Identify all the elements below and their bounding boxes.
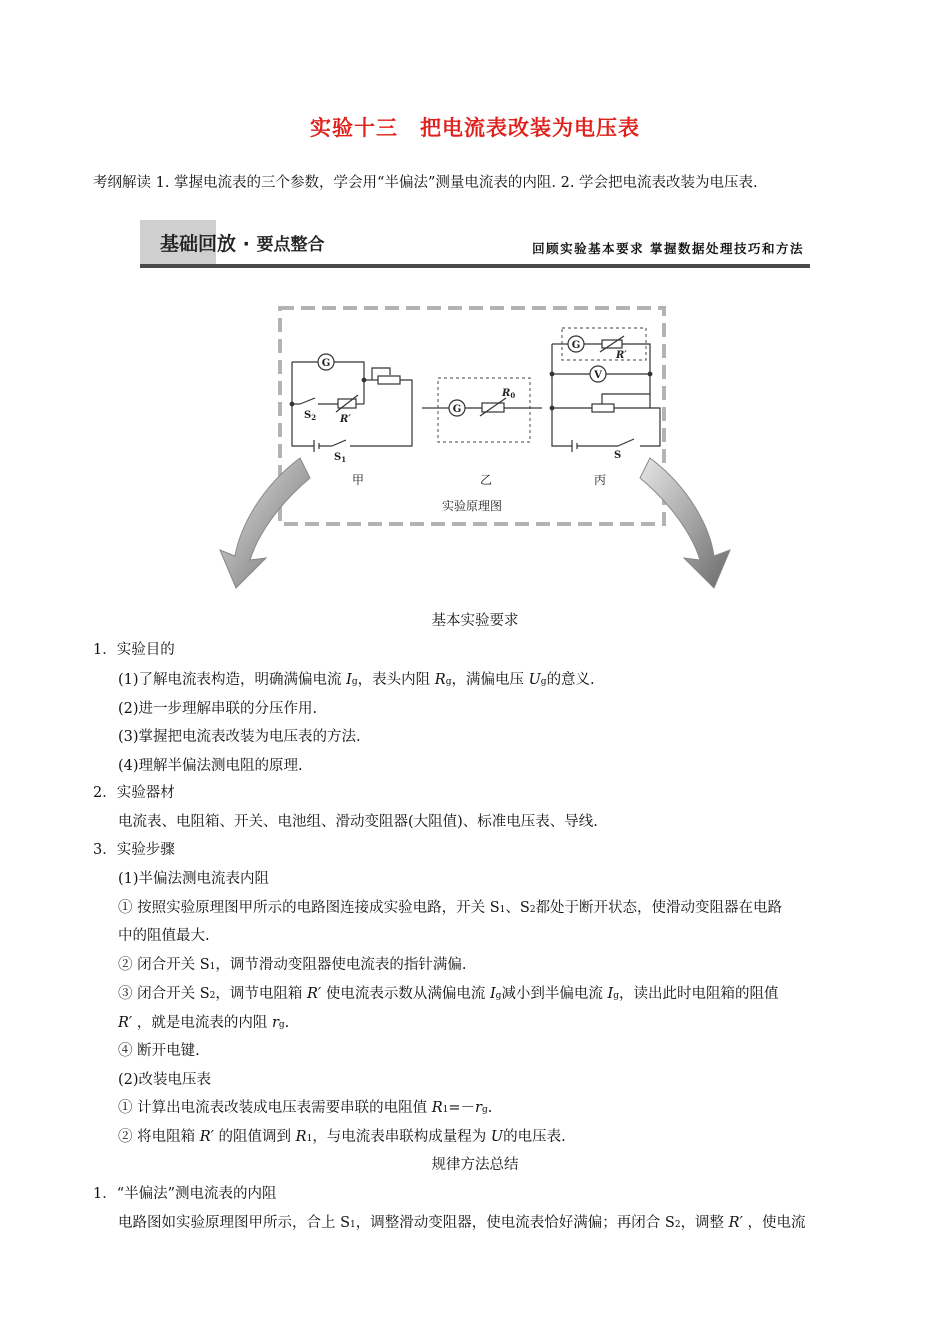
label-bing: 丙: [593, 473, 607, 487]
banner-sub: 要点整合: [256, 235, 325, 255]
banner-label: [160, 229, 324, 256]
principle-diagram: [200, 298, 760, 598]
section-heading-rules: 规律方法总结: [431, 1157, 519, 1173]
s3-title: 3．实验步骤: [93, 842, 175, 858]
circuit-jia: [292, 354, 412, 452]
r1-title: 1．“半偏法”测电流表的内阻: [93, 1186, 277, 1202]
page-title: 实验十三 把电流表改装为电压表: [310, 115, 640, 140]
s3-step-1a: ① 按照实验原理图甲所示的电路图连接成实验电路，开关 S1、S2都处于断开状态，使滑动变阻器在电路: [118, 900, 783, 916]
r0-label: $R_0$: [502, 388, 516, 400]
s3-sub-2: (2)改装电压表: [118, 1072, 212, 1088]
label-yi: 乙: [479, 473, 493, 487]
circuit-bing: [552, 328, 660, 452]
s3-step-4: ④ 断开电键.: [118, 1043, 200, 1059]
s3-step-3b: R′ ，就是电流表的内阻 rg.: [118, 1015, 290, 1031]
s1-item-1: (1)了解电流表构造，明确满偏电流 Ig，表头内阻 Rg，满偏电压 Ug的意义.: [118, 672, 595, 688]
section-banner: [140, 220, 810, 268]
label-jia: 甲: [351, 473, 365, 487]
s1-item-4: (4)理解半偏法测电阻的原理.: [118, 758, 303, 774]
g-label-yi: G: [452, 404, 462, 415]
r1-body: 电路图如实验原理图甲所示，合上 S1，调整滑动变阻器，使电流表恰好满偏；再闭合 S2，调整 R′ ，使电流: [118, 1215, 806, 1231]
r-prime-label-jia: R′: [340, 414, 351, 425]
v-label-bing: V: [594, 370, 602, 381]
s3-step-6: ② 将电阻箱 R′ 的阻值调到 R1，与电流表串联构成量程为 U的电压表.: [118, 1129, 566, 1145]
s3-step-2: ② 闭合开关 S1，调节滑动变阻器使电流表的指针满偏.: [118, 957, 467, 973]
s2-label: $S_2$: [304, 410, 317, 422]
banner-rule: [140, 264, 810, 268]
s-label-bing: S: [614, 450, 622, 461]
diagram-caption: 实验原理图: [441, 499, 503, 513]
s2-title: 2．实验器材: [93, 785, 175, 801]
rheostat-bing: [592, 404, 614, 412]
s2-body: 电流表、电阻箱、开关、电池组、滑动变阻器(大阻值)、标准电压表、导线.: [118, 814, 598, 830]
s1-item-3: (3)掌握把电流表改装为电压表的方法.: [118, 729, 361, 745]
s3-step-3a: ③ 闭合开关 S2，调节电阻箱 R′ 使电流表示数从满偏电流 Ig减小到半偏电流 Ig，读出此时电阻箱的阻值: [118, 986, 779, 1002]
s1-label: $S_1$: [334, 452, 347, 464]
g-label-jia: G: [321, 358, 331, 369]
r-prime-label-bing: R′: [616, 350, 627, 361]
s3-step-1b: 中的阻值最大.: [118, 928, 210, 944]
section-heading-basic: 基本实验要求: [431, 613, 519, 629]
syllabus-summary: 考纲解读 1. 掌握电流表的三个参数，学会用“半偏法”测量电流表的内阻. 2. 学会把电流表改装为电压表.: [93, 175, 758, 191]
g-label-bing: G: [571, 340, 581, 351]
banner-tagline: 回顾实验基本要求 掌握数据处理技巧和方法: [532, 241, 804, 256]
s1-title: 1．实验目的: [93, 642, 175, 658]
s3-step-5: ① 计算出电流表改装成电压表需要串联的电阻值 R1=－rg.: [118, 1100, 493, 1116]
banner-main: 基础回放: [160, 233, 237, 255]
banner-dot: ·: [242, 233, 250, 255]
s1-item-2: (2)进一步理解串联的分压作用.: [118, 701, 318, 717]
rheostat-jia: [378, 376, 400, 384]
s3-sub-1: (1)半偏法测电流表内阻: [118, 871, 270, 887]
circuit-yi: [422, 378, 542, 442]
